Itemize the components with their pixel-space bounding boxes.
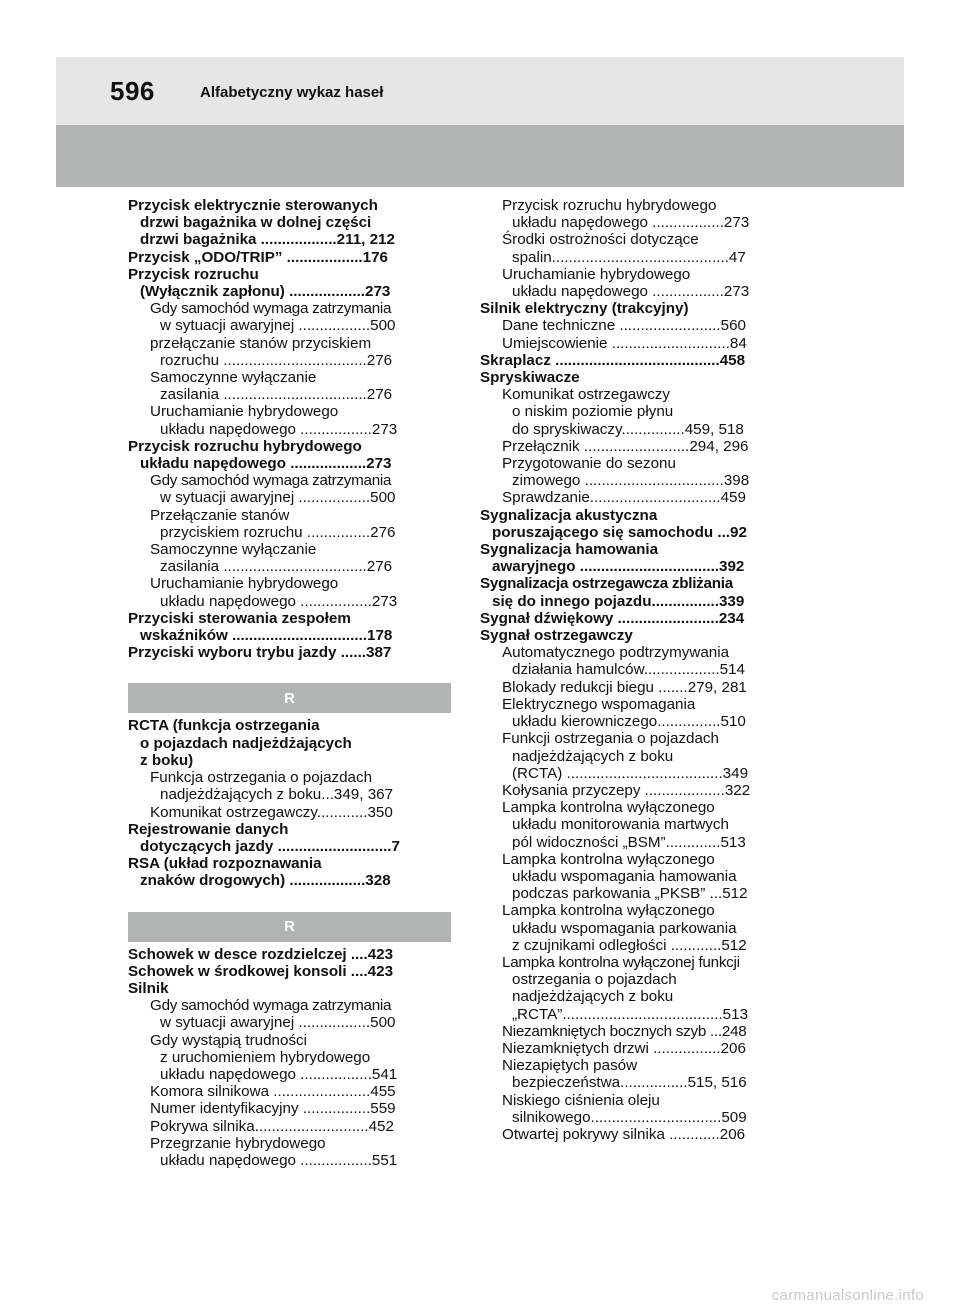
index-subentry: zasilania ..................................276 [160,558,393,576]
index-subentry: z boku) [140,751,194,769]
index-entry: RCTA (funkcja ostrzegania [128,717,320,735]
index-subentry: Przełączanie stanów [150,506,290,524]
index-subentry: w sytuacji awaryjnej .................500 [160,1014,396,1032]
index-subentry: Przegrzanie hybrydowego [150,1134,326,1152]
index-subentry: do spryskiwaczy...............459, 518 [512,420,744,438]
index-subentry: Niskiego ciśnienia oleju [502,1091,660,1109]
section-letter-header: R [128,683,451,713]
index-column-right [480,197,802,1143]
header-bar [56,57,904,125]
index-subentry: ostrzegania o pojazdach [512,971,677,989]
index-subentry: nadjeżdżających z boku [512,988,674,1006]
index-subentry: Niezapiętych pasów [502,1057,638,1075]
index-subentry: się do innego pojazdu................339 [492,592,745,610]
index-subentry: Dane techniczne ........................560 [502,317,746,335]
index-entry: Rejestrowanie danych [128,820,289,838]
index-subentry: silnikowego...............................509 [512,1108,747,1126]
index-entry: Silnik elektryczny (trakcyjny) [480,300,689,318]
index-entry: Przycisk „ODO/TRIP” ..................176 [128,248,388,266]
section-letter-header: R [128,912,451,942]
index-subentry: Niezamkniętych bocznych szyb ...248 [502,1022,747,1040]
page-number: 596 [110,76,155,106]
index-subentry: Komora silnikowa .......................455 [150,1083,396,1101]
index-subentry: z uruchomieniem hybrydowego [160,1048,371,1066]
index-subentry: pól widoczności „BSM”.............513 [512,833,746,851]
index-subentry: układu napędowego .................551 [160,1151,398,1169]
section-gap [128,890,450,908]
index-entry: Przyciski wyboru trybu jazdy ......387 [128,644,392,662]
index-entry: RSA (układ rozpoznawania [128,855,322,873]
index-subentry: układu napędowego .................273 [512,283,750,301]
index-subentry: Uruchamianie hybrydowego [150,403,339,421]
index-column-left [128,197,450,1169]
index-subentry: Przycisk rozruchu hybrydowego [502,197,717,214]
index-entry: Sygnalizacja ostrzegawcza zbliżania [480,575,733,593]
index-subentry: układu napędowego .................273 [512,214,750,232]
index-entry: Skraplacz .......................................458 [480,351,746,369]
index-subentry: „RCTA”......................................513 [512,1005,749,1023]
index-subentry: bezpieczeństwa................515, 516 [512,1074,747,1092]
watermark: carmanualsonline.info [771,1287,924,1304]
index-subentry: przełączanie stanów przyciskiem [150,334,372,352]
index-subentry: wskaźników ................................178 [140,627,393,645]
index-entry: Schowek w środkowej konsoli ....423 [128,962,394,980]
index-subentry: układu wspomagania hamowania [512,867,737,885]
index-subentry: Kołysania przyczepy ...................322 [502,781,751,799]
index-subentry: (RCTA) .....................................349 [512,764,749,782]
index-entry: Sygnalizacja hamowania [480,541,659,559]
index-subentry: znaków drogowych) ..................328 [140,872,391,890]
index-subentry: o niskim poziomie płynu [512,403,674,421]
index-subentry: spalin..........................................47 [512,248,746,266]
index-subentry: w sytuacji awaryjnej .................500 [160,317,396,335]
index-subentry: Automatycznego podtrzymywania [502,644,730,662]
index-entry: Sygnalizacja akustyczna [480,506,658,524]
index-subentry: Lampka kontrolna wyłączonego [502,850,715,868]
index-subentry: zasilania ..................................276 [160,386,393,404]
index-subentry: Funkcji ostrzegania o pojazdach [502,730,719,748]
index-entry: Przycisk elektrycznie sterowanych [128,197,378,214]
index-entry: Spryskiwacze [480,369,580,387]
page-title: Alfabetyczny wykaz haseł [200,84,384,101]
index-subentry: Samoczynne wyłączanie [150,541,317,559]
index-subentry: podczas parkowania „PKSB” ...512 [512,885,748,903]
index-subentry: Umiejscowienie ............................84 [502,334,747,352]
index-subentry: Przełącznik .........................294, 296 [502,437,749,455]
index-entry: Przycisk rozruchu hybrydowego [128,437,362,455]
index-subentry: układu monitorowania martwych [512,816,729,834]
index-subentry: Sprawdzanie...............................459 [502,489,746,507]
index-subentry: Komunikat ostrzegawczy............350 [150,803,393,821]
index-subentry: Środki ostrożności dotyczące [502,231,699,249]
index-subentry: nadjeżdżających z boku...349, 367 [160,786,394,804]
index-subentry: (Wyłącznik zapłonu) ..................273 [140,283,391,301]
index-subentry: drzwi bagażnika w dolnej części [140,214,372,232]
index-entry: Sygnał ostrzegawczy [480,627,633,645]
index-subentry: Samoczynne wyłączanie [150,369,317,387]
index-subentry: układu wspomagania parkowania [512,919,737,937]
index-subentry: Uruchamianie hybrydowego [150,575,339,593]
index-subentry: Elektrycznego wspomagania [502,695,696,713]
index-subentry: w sytuacji awaryjnej .................500 [160,489,396,507]
index-subentry: Numer identyfikacyjny ................559 [150,1100,396,1118]
index-subentry: układu napędowego .................273 [160,592,398,610]
index-subentry: Blokady redukcji biegu .......279, 281 [502,678,747,696]
index-subentry: Przygotowanie do sezonu [502,455,676,473]
index-subentry: układu napędowego .................541 [160,1065,398,1083]
index-subentry: układu kierowniczego...............510 [512,713,746,731]
index-entry: Silnik [128,979,169,997]
index-entry: Przycisk rozruchu [128,265,259,283]
section-gap [128,661,450,679]
index-subentry: o pojazdach nadjeżdżających [140,734,352,752]
index-subentry: drzwi bagażnika ..................211, 212 [140,231,395,249]
index-subentry: Gdy samochód wymaga zatrzymania [150,300,392,318]
index-subentry: Funkcja ostrzegania o pojazdach [150,769,373,787]
index-subentry: Lampka kontrolna wyłączonego [502,799,715,817]
index-subentry: zimowego .................................398 [512,472,750,490]
index-subentry: Lampka kontrolna wyłączonej funkcji [502,953,740,971]
index-subentry: rozruchu ..................................276 [160,351,393,369]
index-subentry: układu napędowego ..................273 [140,455,392,473]
index-subentry: Gdy samochód wymaga zatrzymania [150,997,392,1015]
index-subentry: Pokrywa silnika...........................452 [150,1117,394,1135]
header-band [56,125,904,187]
index-entry: Przyciski sterowania zespołem [128,609,351,627]
index-subentry: Lampka kontrolna wyłączonego [502,902,715,920]
index-subentry: Gdy wystąpią trudności [150,1031,308,1049]
index-subentry: działania hamulców..................514 [512,661,745,679]
index-subentry: układu napędowego .................273 [160,420,398,438]
index-subentry: awaryjnego .................................392 [492,558,745,576]
index-subentry: nadjeżdżających z boku [512,747,674,765]
index-entry: Sygnał dźwiękowy ........................234 [480,609,745,627]
index-entry: Schowek w desce rozdzielczej ....423 [128,945,394,963]
index-subentry: Gdy samochód wymaga zatrzymania [150,472,392,490]
index-subentry: Otwartej pokrywy silnika ............206 [502,1125,746,1143]
index-subentry: poruszającego się samochodu ...92 [492,523,747,541]
index-subentry: Komunikat ostrzegawczy [502,386,670,404]
index-subentry: Uruchamianie hybrydowego [502,265,691,283]
index-subentry: z czujnikami odległości ............512 [512,936,747,954]
index-subentry: przyciskiem rozruchu ...............276 [160,523,396,541]
index-subentry: dotyczących jazdy ...........................7 [140,837,400,855]
index-subentry: Niezamkniętych drzwi ................206 [502,1039,746,1057]
